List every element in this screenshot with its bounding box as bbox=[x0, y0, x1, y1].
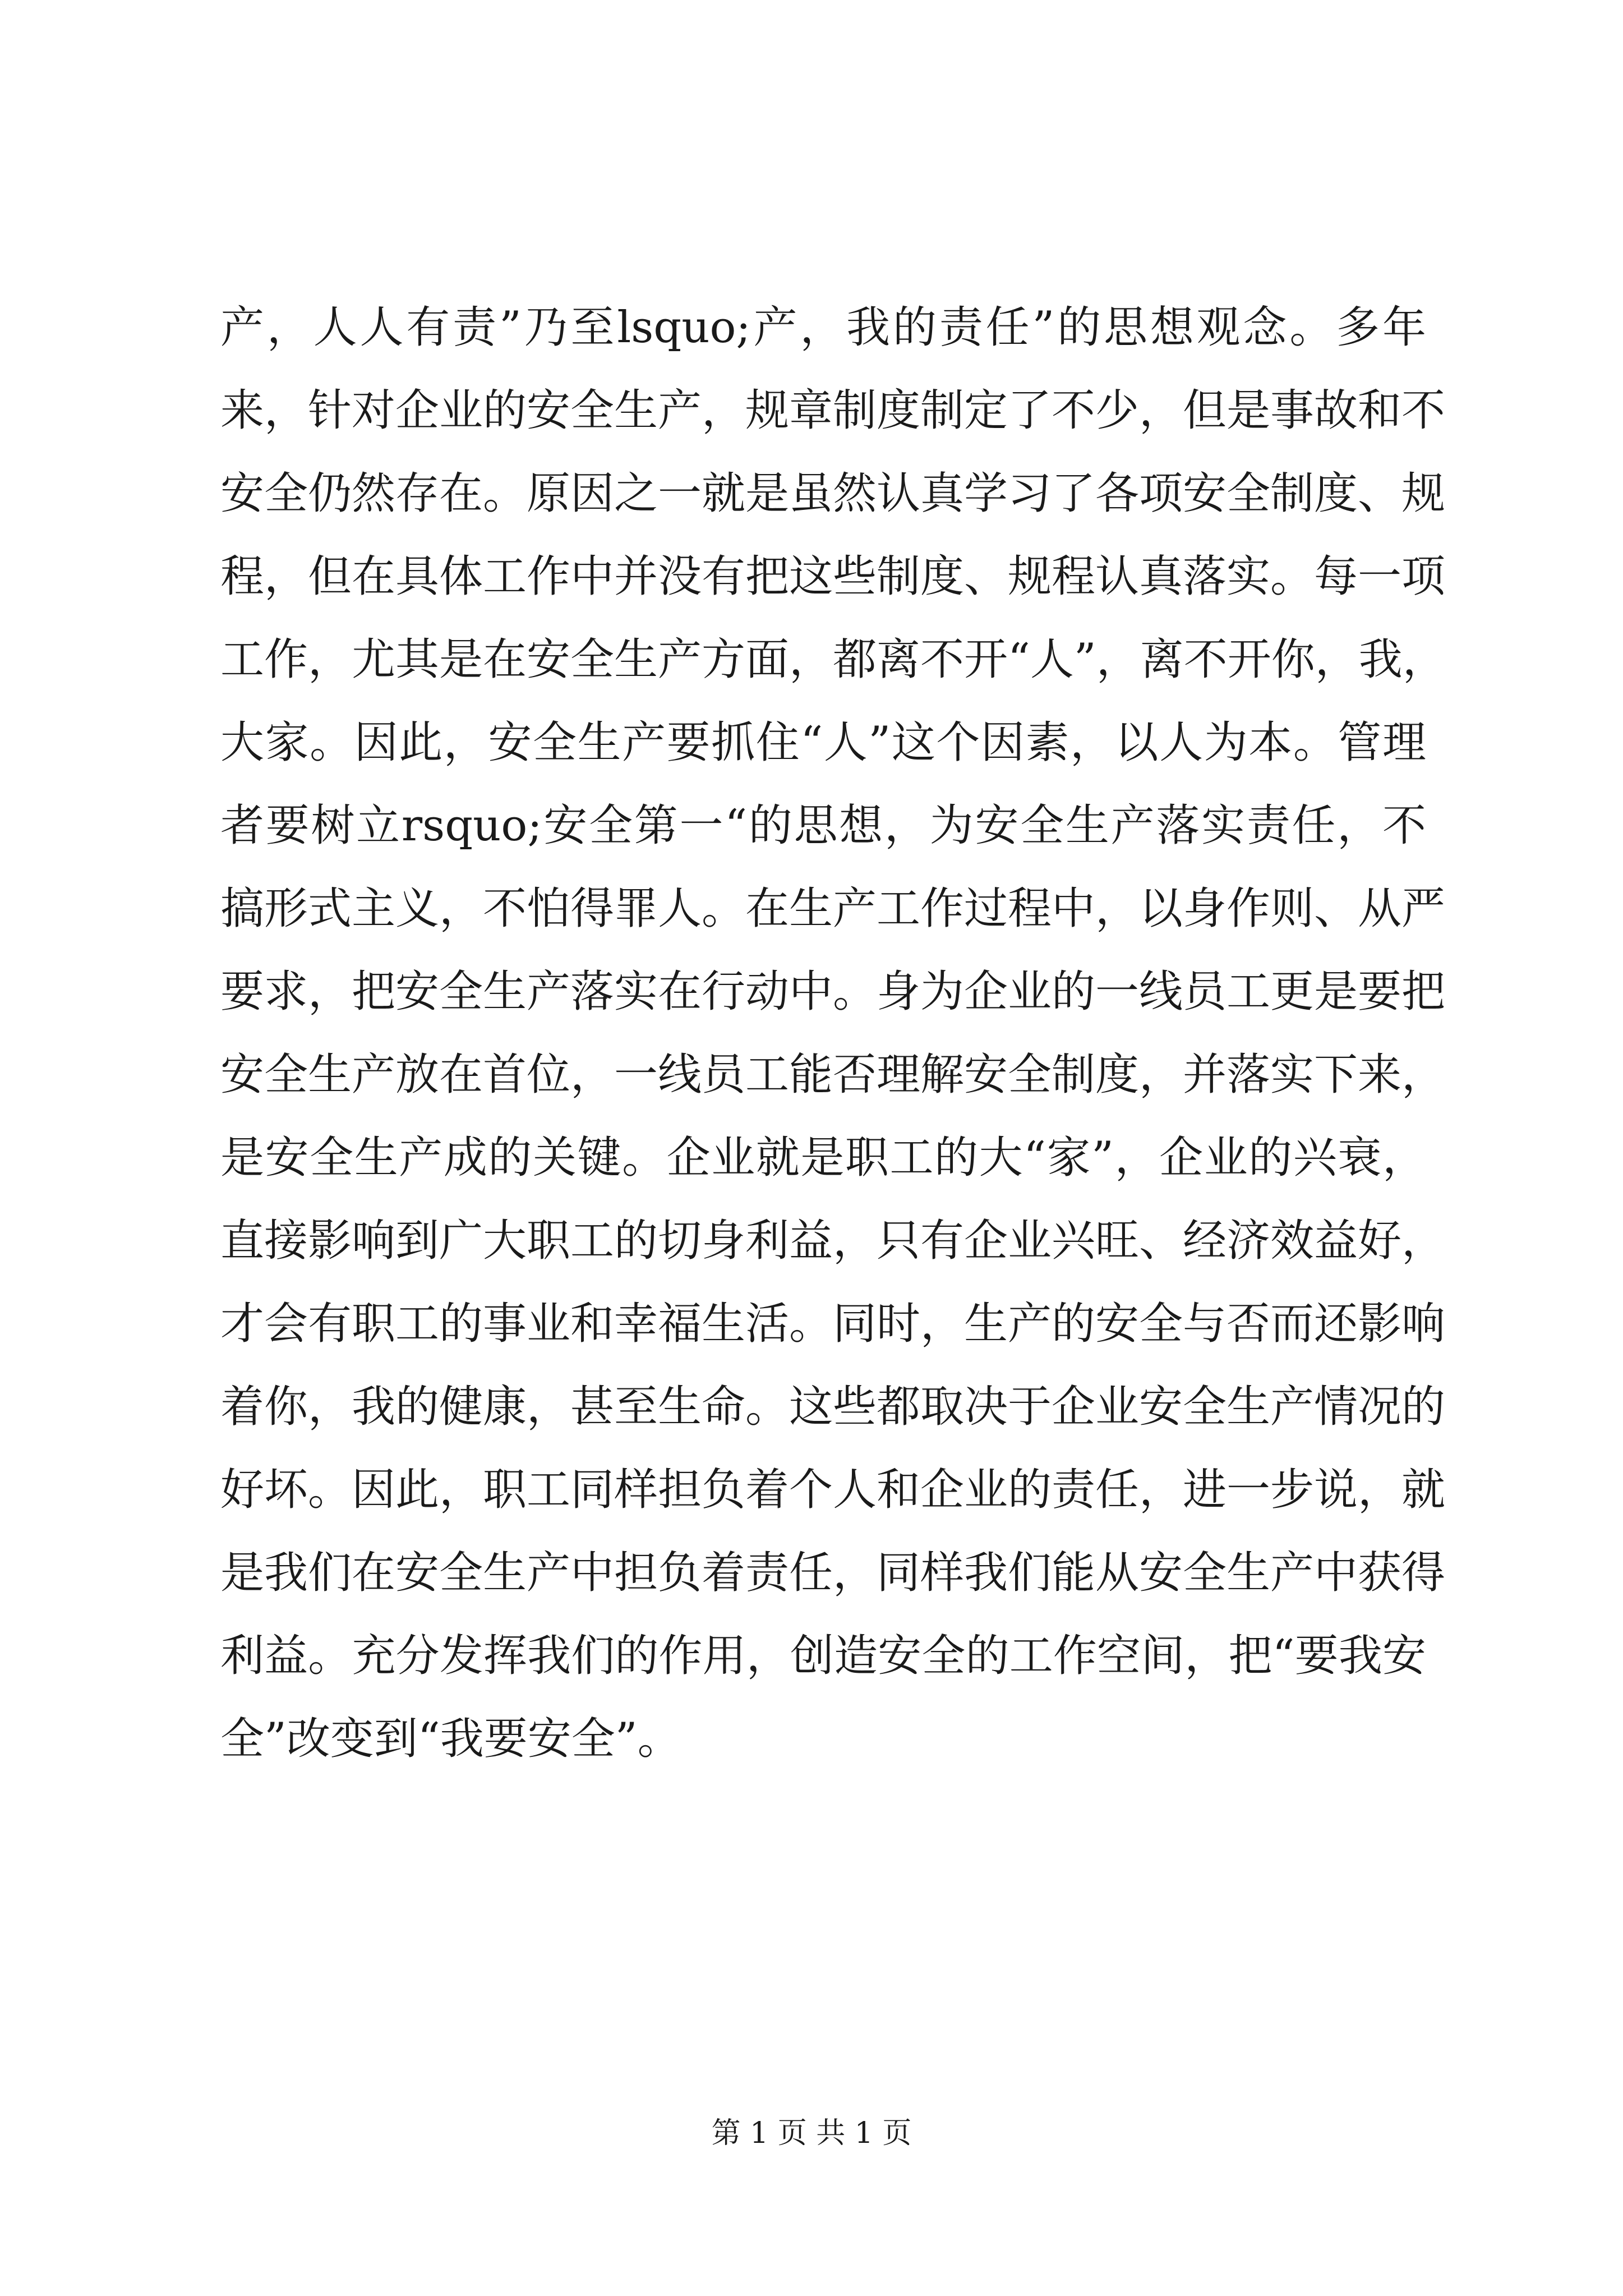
body-paragraph bbox=[220, 286, 1446, 1780]
text-line: 大家。因此，安全生产要抓住“人”这个因素，以人为本。管理 bbox=[220, 717, 1426, 768]
text-line: 直接影响到广大职工的切身利益，只有企业兴旺、经济效益好， bbox=[220, 1216, 1446, 1266]
text-line: 全”改变到“我要安全”。 bbox=[220, 1714, 681, 1764]
text-line: 安全仍然存在。原因之一就是虽然认真学习了各项安全制度、规 bbox=[220, 468, 1446, 519]
text-line: 利益。充分发挥我们的作用，创造安全的工作空间，把“要我安 bbox=[220, 1631, 1426, 1681]
text-line: 是我们在安全生产中担负着责任，同样我们能从安全生产中获得 bbox=[220, 1548, 1446, 1598]
text-line: 是安全生产成的关键。企业就是职工的大“家”，企业的兴衰， bbox=[220, 1133, 1426, 1183]
text-line: 安全生产放在首位，一线员工能否理解安全制度，并落实下来， bbox=[220, 1050, 1446, 1100]
text-line: 程，但在具体工作中并没有把这些制度、规程认真落实。每一项 bbox=[220, 551, 1446, 602]
text-line: 来，针对企业的安全生产，规章制度制定了不少，但是事故和不 bbox=[220, 385, 1446, 436]
page-number-label: 第 1 页 共 1 页 bbox=[711, 2116, 912, 2150]
text-line: 才会有职工的事业和幸福生活。同时，生产的安全与否而还影响 bbox=[220, 1299, 1446, 1349]
page-footer bbox=[0, 2114, 1623, 2153]
text-line: 好坏。因此，职工同样担负着个人和企业的责任，进一步说，就 bbox=[220, 1465, 1446, 1515]
text-line: 者要树立rsquo;安全第一“的思想，为安全生产落实责任，不 bbox=[220, 800, 1426, 851]
text-line: 工作，尤其是在安全生产方面，都离不开“人”，离不开你，我， bbox=[220, 634, 1446, 685]
text-line: 要求，把安全生产落实在行动中。身为企业的一线员工更是要把 bbox=[220, 967, 1446, 1017]
text-line: 搞形式主义，不怕得罪人。在生产工作过程中，以身作则、从严 bbox=[220, 884, 1446, 934]
text-line: 着你，我的健康，甚至生命。这些都取决于企业安全生产情况的 bbox=[220, 1382, 1446, 1432]
text-line: 产，人人有责”乃至lsquo;产，我的责任”的思想观念。多年 bbox=[220, 302, 1426, 353]
